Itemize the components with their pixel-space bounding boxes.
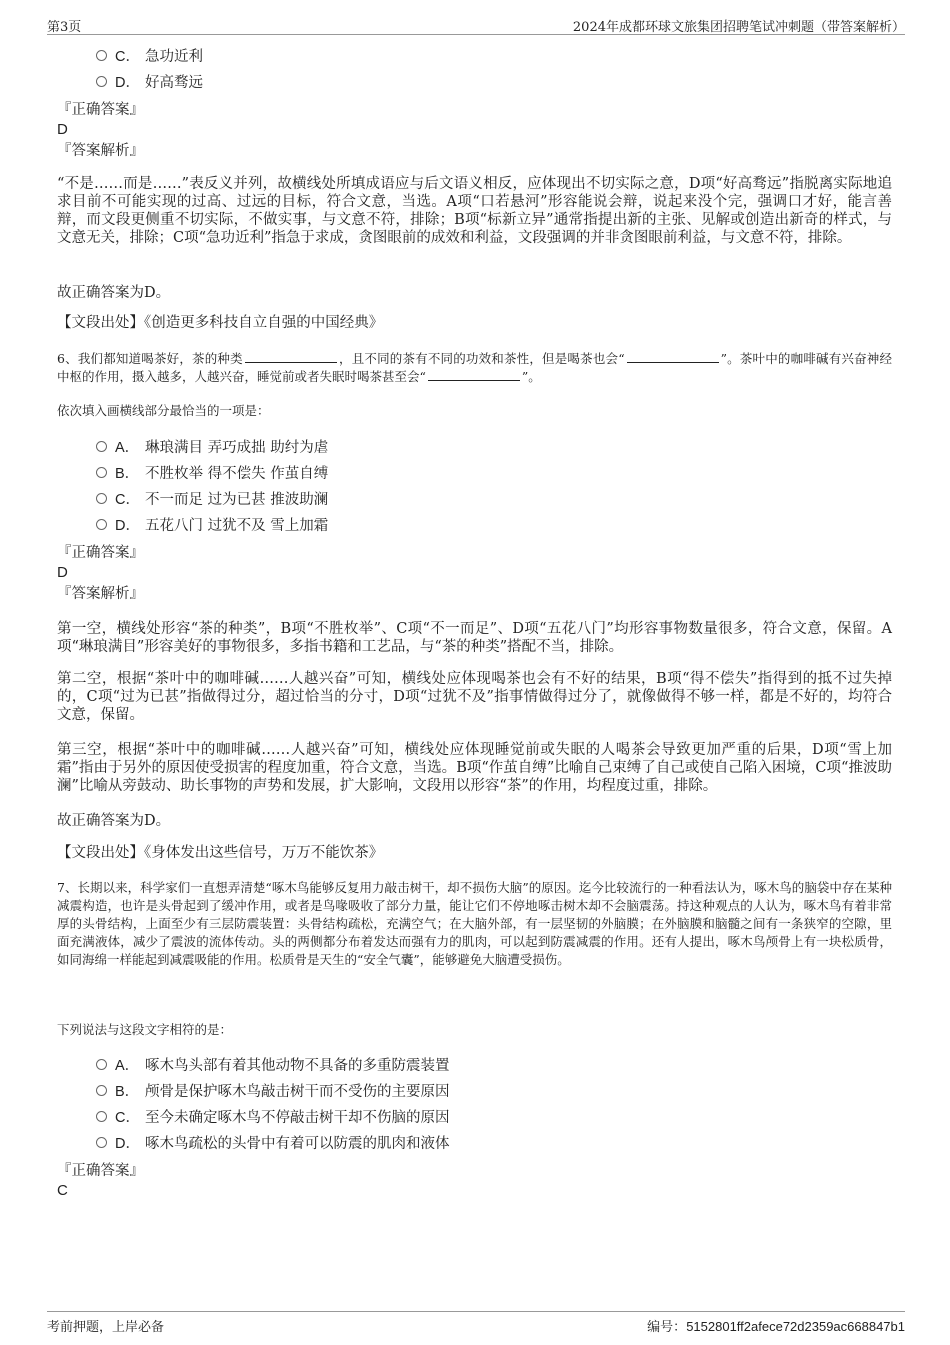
q6-conclusion: 故正确答案为D。 [57, 813, 171, 829]
page-footer [47, 1311, 905, 1336]
q5-correct-label: 『正确答案』 [57, 102, 144, 118]
q6-option-b[interactable]: B． 不胜枚举 得不偿失 作茧自缚 [96, 464, 328, 484]
q6-answer: D [57, 564, 68, 581]
radio-icon[interactable] [96, 493, 107, 504]
q7-option-a[interactable]: A． 啄木鸟头部有着其他动物不具备的多重防震装置 [96, 1056, 450, 1076]
q5-analysis-text: “不是……而是……”表反义并列，故横线处所填成语应与后文语义相反，应体现出不切实际之意，D项“好高骛远”指脱离实际地追求目前不可能实现的过高、过远的目标，符合文意，当选。A项“口若悬河”形容能说会辩，说起来没个完，强调口才好，能言善辩，而文段更侧重不切实际，不做实事，与文意不符，排除；B项“标新立异”通常指提出新的主张、见解或创造出新奇的样式，与文意无关，排除；C项“急功近利”指急于求成，贪图眼前的成效和利益，文段强调的并非贪图眼前利益，与文意不符，排除。 [57, 176, 892, 246]
blank-2 [627, 351, 719, 363]
blank-1 [245, 351, 337, 363]
radio-icon[interactable] [96, 50, 107, 61]
q6-analysis-2: 第二空，根据“茶叶中的咖啡碱……人越兴奋”可知，横线处应体现喝茶也会有不好的结果，B项“得不偿失”指得到的抵不过失掉的，C项“过为已甚”指做得过分，超过恰当的分寸，D项“过犹不及”指事情做得过分了，就像做得不够一样，都是不好的，均符合文意，保留。 [57, 671, 892, 723]
q7-option-b[interactable]: B． 颅骨是保护啄木鸟敲击树干而不受伤的主要原因 [96, 1082, 450, 1102]
radio-icon[interactable] [96, 1059, 107, 1070]
q6-option-a[interactable]: A． 琳琅满目 弄巧成拙 助纣为虐 [96, 438, 328, 458]
radio-icon[interactable] [96, 1111, 107, 1122]
radio-icon[interactable] [96, 76, 107, 87]
q6-option-c[interactable]: C． 不一而足 过为已甚 推波助澜 [96, 490, 328, 510]
radio-icon[interactable] [96, 1085, 107, 1096]
document-title: 2024年成都环球文旅集团招聘笔试冲刺题（带答案解析） [572, 20, 905, 35]
radio-icon[interactable] [96, 441, 107, 452]
document-code: 编号：5152801ff2afece72d2359ac668847b1 [647, 1319, 905, 1335]
q6-correct-label: 『正确答案』 [57, 545, 144, 561]
blank-3 [428, 369, 520, 381]
page-number: 第3页 [47, 20, 82, 35]
q5-option-d[interactable]: D． 好高骛远 [96, 73, 203, 93]
footer-slogan: 考前押题，上岸必备 [47, 1320, 165, 1335]
q7-question: 7、长期以来，科学家们一直想弄清楚“啄木鸟能够反复用力敲击树干，却不损伤大脑”的原因。迄今比较流行的一种看法认为，啄木鸟的脑袋中存在某种减震构造，也许是头骨起到了缓冲作用，或者是鸟喙吸收了部分力量，能让它们不停地啄击树木却不会脑震荡。持这种观点的人认为，啄木鸟有着非常厚的头骨结构，上面至少有三层防震装置：头骨结构疏松，充满空气；在大脑外部，有一层坚韧的外脑膜；在外脑膜和脑髓之间有一条狭窄的空隙，里面充满液体，减少了震波的流体传动。头的两侧都分布着发达而强有力的肌肉，可以起到防震减震的作用。还有人提出，啄木鸟颅骨上有一块松质骨，如同海绵一样能起到减震吸能的作用。松质骨是天生的“安全气囊”，能够避免大脑遭受损伤。 [57, 880, 892, 967]
q6-question: 6、我们都知道喝茶好，茶的种类 ，且不同的茶有不同的功效和茶性，但是喝茶也会“ ”。茶叶中的咖啡碱有兴奋神经中枢的作用，摄入越多，人越兴奋，睡觉前或者失眠时喝茶甚至会“ ”。 [57, 351, 892, 384]
q5-source: 【文段出处】《创造更多科技自立自强的中国经典》 [57, 315, 384, 331]
radio-icon[interactable] [96, 467, 107, 478]
q6-instruction: 依次填入画横线部分最恰当的一项是： [57, 403, 270, 418]
q7-answer: C [57, 1182, 68, 1199]
q5-answer: D [57, 121, 68, 138]
q5-conclusion: 故正确答案为D。 [57, 285, 171, 301]
q5-option-c[interactable]: C． 急功近利 [96, 47, 203, 67]
q6-option-d[interactable]: D． 五花八门 过犹不及 雪上加霜 [96, 516, 328, 536]
q6-source: 【文段出处】《身体发出这些信号，万万不能饮茶》 [57, 845, 384, 861]
page-header [47, 14, 905, 35]
q7-instruction: 下列说法与这段文字相符的是： [57, 1022, 233, 1037]
q7-option-d[interactable]: D． 啄木鸟疏松的头骨中有着可以防震的肌肉和液体 [96, 1134, 450, 1154]
q7-correct-label: 『正确答案』 [57, 1163, 144, 1179]
radio-icon[interactable] [96, 1137, 107, 1148]
q6-analysis-3: 第三空，根据“茶叶中的咖啡碱……人越兴奋”可知，横线处应体现睡觉前或失眠的人喝茶会导致更加严重的后果，D项“雪上加霜”指由于另外的原因使受损害的程度加重，符合文意，当选。B项“作茧自缚”比喻自己束缚了自己或使自己陷入困境，C项“推波助澜”比喻从旁鼓动、助长事物的声势和发展，扩大影响，文段用以形容“茶”的作用，均程度过重，排除。 [57, 742, 892, 794]
q6-analysis-label: 『答案解析』 [57, 586, 144, 602]
q7-option-c[interactable]: C． 至今未确定啄木鸟不停敲击树干却不伤脑的原因 [96, 1108, 450, 1128]
radio-icon[interactable] [96, 519, 107, 530]
q5-analysis-label: 『答案解析』 [57, 143, 144, 159]
q6-analysis-1: 第一空，横线处形容“茶的种类”，B项“不胜枚举”、C项“不一而足”、D项“五花八门”均形容事物数量很多，符合文意，保留。A项“琳琅满目”形容美好的事物很多，多指书籍和工艺品，与“茶的种类”搭配不当，排除。 [57, 621, 892, 655]
